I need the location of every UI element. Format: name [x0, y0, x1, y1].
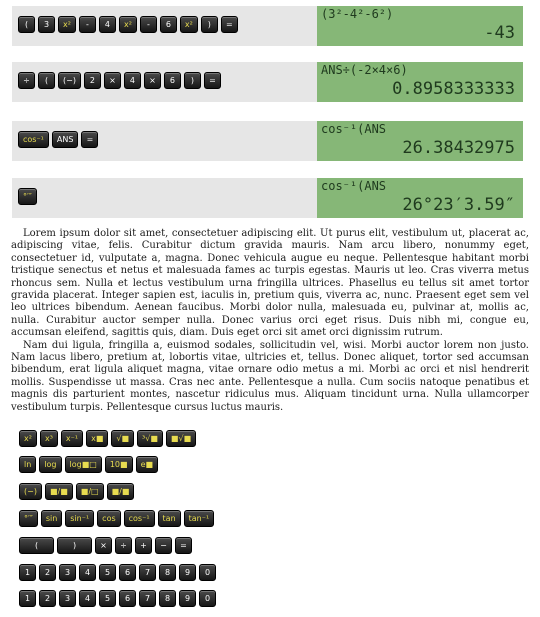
key-plus[interactable]: + [135, 537, 152, 554]
key-open-paren[interactable]: ( [18, 16, 35, 33]
key-8[interactable]: 8 [159, 590, 176, 607]
key-6[interactable]: 6 [119, 590, 136, 607]
key-cube-root[interactable]: ³√■ [137, 430, 163, 447]
paragraph: Nam dui ligula, fringilla a, euismod sodales, sollicitudin vel, wisi. Morbi auctor lorem non justo. Nam lacus libero, pretium at, lobortis vitae, ultricies et, tellus. Donec aliquet, tortor sed accumsan bibendum, erat ligula aliquet magna, vitae ornare odio metus a mi. Morbi ac orci et nisl hendrerit mollis. Suspendisse ut massa. Cras nec ante. Pellentesque a nulla. Cum sociis natoque penatibus et magnis dis parturient montes, nascetur ridiculus mus. Aliquam tincidunt urna. Nulla ullamcorper vestibulum turpis. Pellentesque cursus luctus mauris. [11, 339, 529, 413]
lcd-input-line: cos⁻¹(ANS [321, 122, 387, 136]
key-negative[interactable]: (−) [19, 483, 42, 500]
lcd-display [317, 178, 523, 218]
key-ten-power[interactable]: 10■ [105, 456, 133, 473]
key-divide[interactable]: ÷ [18, 72, 35, 89]
key-3[interactable]: 3 [38, 16, 55, 33]
key-minus[interactable]: - [79, 16, 96, 33]
key-degrees-minutes-seconds[interactable]: °′″ [19, 510, 38, 527]
key-0[interactable]: 0 [199, 564, 216, 581]
key-ans[interactable]: ANS [52, 131, 79, 148]
key-equals[interactable]: = [81, 131, 98, 148]
key-sqrt[interactable]: √■ [111, 430, 134, 447]
key-5[interactable]: 5 [99, 590, 116, 607]
key-close-paren[interactable]: ) [184, 72, 201, 89]
key-close-paren[interactable]: ) [201, 16, 218, 33]
key-nth-root[interactable]: ■√■ [166, 430, 196, 447]
key-exp[interactable]: e■ [136, 456, 158, 473]
lcd-display [317, 6, 523, 46]
key-3[interactable]: 3 [59, 564, 76, 581]
key-power[interactable]: x■ [86, 430, 108, 447]
keyrow-fractions [19, 483, 134, 500]
key-0[interactable]: 0 [199, 590, 216, 607]
key-4[interactable]: 4 [99, 16, 116, 33]
key-square[interactable]: x² [119, 16, 137, 33]
keyrow-digits [19, 564, 216, 581]
key-cos[interactable]: cos [97, 510, 120, 527]
keyrow-operators [19, 537, 192, 554]
key-fraction-toggle[interactable]: ■/■ [107, 483, 135, 500]
example-row-2 [12, 62, 523, 102]
key-negative[interactable]: (−) [58, 72, 81, 89]
example-row-4 [12, 178, 523, 218]
key-arctan[interactable]: tan⁻¹ [184, 510, 215, 527]
key-arccos[interactable]: cos⁻¹ [124, 510, 155, 527]
key-multiply[interactable]: × [144, 72, 161, 89]
lcd-result-line: 26.38432975 [402, 138, 515, 158]
key-arcsin[interactable]: sin⁻¹ [65, 510, 94, 527]
key-mixed-fraction[interactable]: ■/□ [76, 483, 104, 500]
key-minus[interactable]: - [140, 16, 157, 33]
key-open-paren[interactable]: ( [38, 72, 55, 89]
key-9[interactable]: 9 [179, 564, 196, 581]
key-tan[interactable]: tan [158, 510, 181, 527]
key-2[interactable]: 2 [39, 590, 56, 607]
key-6[interactable]: 6 [119, 564, 136, 581]
lcd-result-line: 0.8958333333 [392, 79, 515, 99]
key-cube[interactable]: x³ [40, 430, 58, 447]
key-multiply[interactable]: × [95, 537, 112, 554]
lcd-input-line: (3²-4²-6²) [321, 7, 394, 21]
key-2[interactable]: 2 [84, 72, 101, 89]
key-4[interactable]: 4 [79, 590, 96, 607]
keyrow-digits [19, 590, 216, 607]
key-arccos[interactable]: cos⁻¹ [18, 131, 49, 148]
lcd-result-line: 26°23′3.59″ [402, 195, 515, 215]
key-divide[interactable]: ÷ [115, 537, 132, 554]
key-equals[interactable]: = [221, 16, 238, 33]
example-row-1 [12, 6, 523, 46]
key-6[interactable]: 6 [164, 72, 181, 89]
keyrow-logs [19, 456, 158, 473]
key-3[interactable]: 3 [59, 590, 76, 607]
key-degrees-minutes-seconds[interactable]: °′″ [18, 188, 37, 205]
key-9[interactable]: 9 [179, 590, 196, 607]
key-sin[interactable]: sin [41, 510, 62, 527]
key-ln[interactable]: ln [19, 456, 36, 473]
key-7[interactable]: 7 [139, 564, 156, 581]
lcd-input-line: cos⁻¹(ANS [321, 179, 387, 193]
key-5[interactable]: 5 [99, 564, 116, 581]
example-row-3 [12, 121, 523, 161]
key-multiply[interactable]: × [104, 72, 121, 89]
keyrow-trig [19, 510, 214, 527]
body-text [11, 228, 529, 414]
lcd-display [317, 121, 523, 161]
key-1[interactable]: 1 [19, 564, 36, 581]
lcd-display [317, 62, 523, 102]
key-7[interactable]: 7 [139, 590, 156, 607]
key-6[interactable]: 6 [160, 16, 177, 33]
key-square[interactable]: x² [58, 16, 76, 33]
keyrow-powers [19, 430, 196, 447]
key-square[interactable]: x² [180, 16, 198, 33]
key-log[interactable]: log [39, 456, 61, 473]
key-1[interactable]: 1 [19, 590, 36, 607]
key-2[interactable]: 2 [39, 564, 56, 581]
key-4[interactable]: 4 [124, 72, 141, 89]
lcd-result-line: -43 [484, 23, 515, 43]
lcd-input-line: ANS÷(-2×4×6) [321, 63, 408, 77]
key-square[interactable]: x² [19, 430, 37, 447]
key-reciprocal[interactable]: x⁻¹ [61, 430, 83, 447]
key-minus[interactable]: − [155, 537, 172, 554]
key-8[interactable]: 8 [159, 564, 176, 581]
key-log-base[interactable]: log■□ [65, 456, 102, 473]
key-4[interactable]: 4 [79, 564, 96, 581]
key-close-paren[interactable]: ) [57, 537, 92, 554]
paragraph: Lorem ipsum dolor sit amet, consectetuer adipiscing elit. Ut purus elit, vestibulum ut, placerat ac, adipiscing vitae, felis. Curabitur dictum gravida mauris. Nam arcu libero, nonummy eget, consectetuer id, vulputate a, magna. Donec vehicula augue eu neque. Pellentesque habitant morbi tristique senectus et netus et malesuada fames ac turpis egestas. Mauris ut leo. Cras viverra metus rhoncus sem. Nulla et lectus vestibulum urna fringilla ultrices. Phasellus eu tellus sit amet tortor gravida placerat. Integer sapien est, iaculis in, pretium quis, viverra ac, nunc. Praesent eget sem vel leo ultrices bibendum. Aenean faucibus. Morbi dolor nulla, malesuada eu, pulvinar at, mollis ac, nulla. Curabitur auctor semper nulla. Donec varius orci eget risus. Duis nibh mi, congue eu, accumsan eleifend, sagittis quis, diam. Duis eget orci sit amet orci dignissim rutrum. [11, 228, 529, 339]
key-fraction[interactable]: ■/■ [45, 483, 73, 500]
key-equals[interactable]: = [204, 72, 221, 89]
key-equals[interactable]: = [175, 537, 192, 554]
key-open-paren[interactable]: ( [19, 537, 54, 554]
